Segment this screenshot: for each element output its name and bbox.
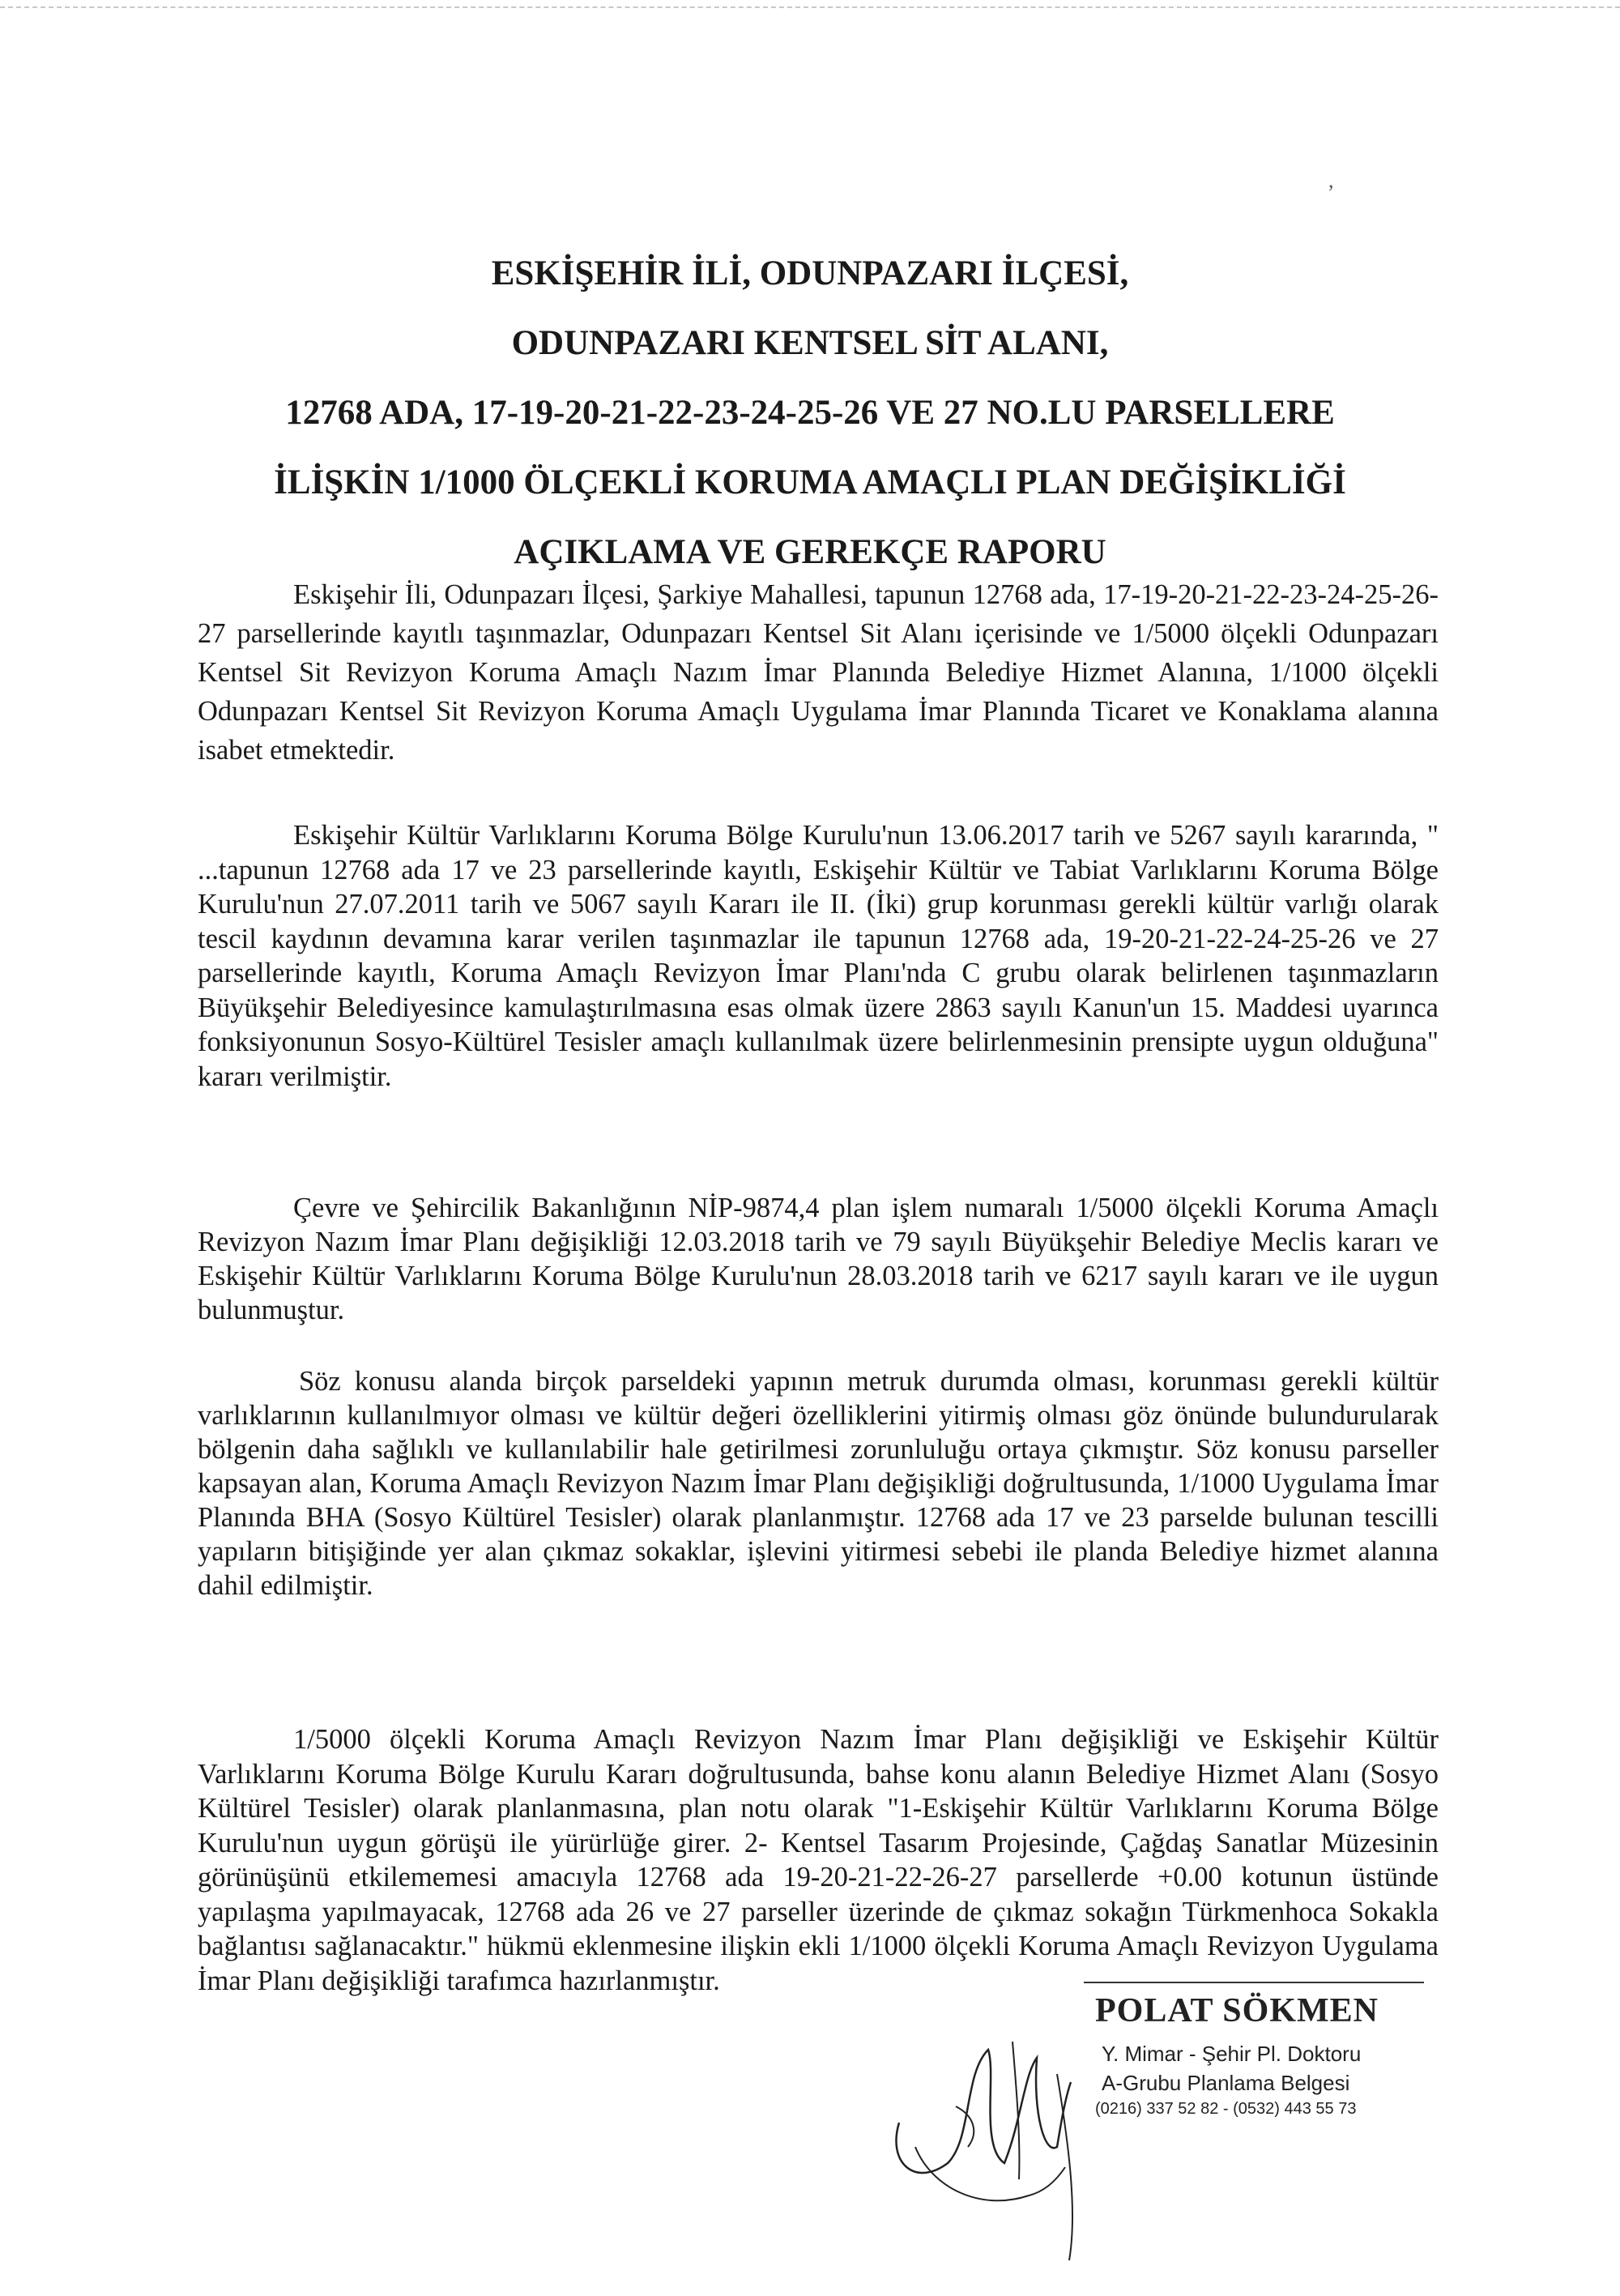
title-line: İLİŞKİN 1/1000 ÖLÇEKLİ KORUMA AMAÇLI PLAN DEĞİŞİKLİĞİ [274, 463, 1346, 501]
paragraph-justification: Söz konusu alanda birçok parseldeki yapının metruk durumda olması, korunması gerekli kültür varlıklarının kullanılmıyor olması ve kültür değeri özelliklerini yitirmiş olması göz önünde bulundurularak bölgenin daha sağlıklı ve kullanılabilir hale getirilmesi zorunluluğu ortaya çıkmıştır. Söz konusu parseller kapsayan alan, Koruma Amaçlı Revizyon Nazım İmar Planı değişikliği doğrultusunda, 1/1000 Uygulama İmar Planında BHA (Sosyo Kültürel Tesisler) olarak planlanmıştır. 12768 ada 17 ve 23 parselde bulunan tescilli yapıların bitişiğinde yer alan çıkmaz sokaklar, işlevini yitirmesi sebebi ile planda Belediye hizmet alanına dahil edilmiştir. [198, 1366, 1439, 1601]
stamp-license: A-Grubu Planlama Belgesi [1102, 2071, 1350, 2095]
paragraph-ministry-approval: Çevre ve Şehircilik Bakanlığının NİP-9874,4 plan işlem numaralı 1/5000 ölçekli Koruma Amaçlı Revizyon Nazım İmar Planı değişikliği 12.03.2018 tarih ve 79 sayılı Büyükşehir Belediye Meclis kararı ve Eskişehir Kültür Varlıklarını Koruma Bölge Kurulu'nun 28.03.2018 tarih ve 6217 sayılı kararı ve ile uygun bulunmuştur. [198, 1193, 1439, 1325]
title-line: AÇIKLAMA VE GEREKÇE RAPORU [514, 533, 1106, 571]
handwritten-signature [883, 2025, 1191, 2268]
paragraph-location: Eskişehir İli, Odunpazarı İlçesi, Şarkiye Mahallesi, tapunun 12768 ada, 17-19-20-21-22-23-24-25-26-27 parsellerinde kayıtlı taşınmazlar, Odunpazarı Kentsel Sit Alanı içerisinde ve 1/5000 ölçekli Odunpazarı Kentsel Sit Revizyon Koruma Amaçlı Nazım İmar Planında Belediye Hizmet Alanına, 1/1000 ölçekli Odunpazarı Kentsel Sit Revizyon Koruma Amaçlı Uygulama İmar Planında Ticaret ve Konaklama alanına isabet etmektedir. [198, 579, 1439, 766]
stamp-phones: (0216) 337 52 82 - (0532) 443 55 73 [1095, 2100, 1357, 2118]
paragraph-plan-note: 1/5000 ölçekli Koruma Amaçlı Revizyon Nazım İmar Planı değişikliği ve Eskişehir Kültür Varlıklarını Koruma Bölge Kurulu Kararı doğrultusunda, bahse konu alanın Belediye Hizmet Alanı (Sosyo Kültürel Tesisler) olarak planlanmasına, plan notu olarak "1-Eskişehir Kültür Varlıklarını Koruma Bölge Kurulu'nun uygun görüşü ile yürürlüğe girer. 2- Kentsel Tasarım Projesinde, Çağdaş Sanatlar Müzesinin görünüşünü etkilememesi amacıyla 12768 ada 19-20-21-22-26-27 parsellerde +0.00 kotunun üstünde yapılaşma yapılmayacak, 12768 ada 26 ve 27 parseller üzerinde de çıkmaz sokağın Türkmenhoca Sokakla bağlantısı sağlanacaktır." hükmü eklenmesine ilişkin ekli 1/1000 ölçekli Koruma Amaçlı Revizyon Uygulama İmar Planı değişikliği tarafımca hazırlanmıştır. [198, 1724, 1439, 1996]
stamp-name: POLAT SÖKMEN [1095, 1992, 1379, 2029]
title-line: ESKİŞEHİR İLİ, ODUNPAZARI İLÇESİ, [491, 254, 1129, 292]
scan-edge-line [0, 6, 1620, 8]
paragraph-board-decision: Eskişehir Kültür Varlıklarını Koruma Bölge Kurulu'nun 13.06.2017 tarih ve 5267 sayılı kararında, " ...tapunun 12768 ada 17 ve 23 parsellerinde kayıtlı, Eskişehir Kültür ve Tabiat Varlıklarını Koruma Bölge Kurulu'nun 27.07.2011 tarih ve 5067 sayılı Kararı ile II. (İki) grup korunması gerekli kültür varlığı olarak tescil kaydının devamına karar verilen taşınmazlar ile tapunun 12768 ada, 19-20-21-22-24-25-26 ve 27 parsellerinde kayıtlı, Koruma Amaçlı Revizyon İmar Planı'nda C grubu olarak belirlenen taşınmazların Büyükşehir Belediyesince kamulaştırılmasına esas olmak üzere 2863 sayılı Kanun'un 15. Maddesi uyarınca fonksiyonunun Sosyo-Kültürel Tesisler amaçlı kullanılmak üzere belirlenmesinin prensipte uygun olduğuna" kararı verilmiştir. [198, 820, 1439, 1092]
title-line: ODUNPAZARI KENTSEL SİT ALANI, [511, 324, 1109, 362]
title-line: 12768 ADA, 17-19-20-21-22-23-24-25-26 VE 27 NO.LU PARSELLERE [285, 394, 1335, 432]
stamp-title: Y. Mimar - Şehir Pl. Doktoru [1102, 2042, 1362, 2066]
stamp-rule [1084, 1982, 1424, 1983]
document-title [97, 239, 1523, 587]
scan-mark: , [1328, 169, 1334, 192]
